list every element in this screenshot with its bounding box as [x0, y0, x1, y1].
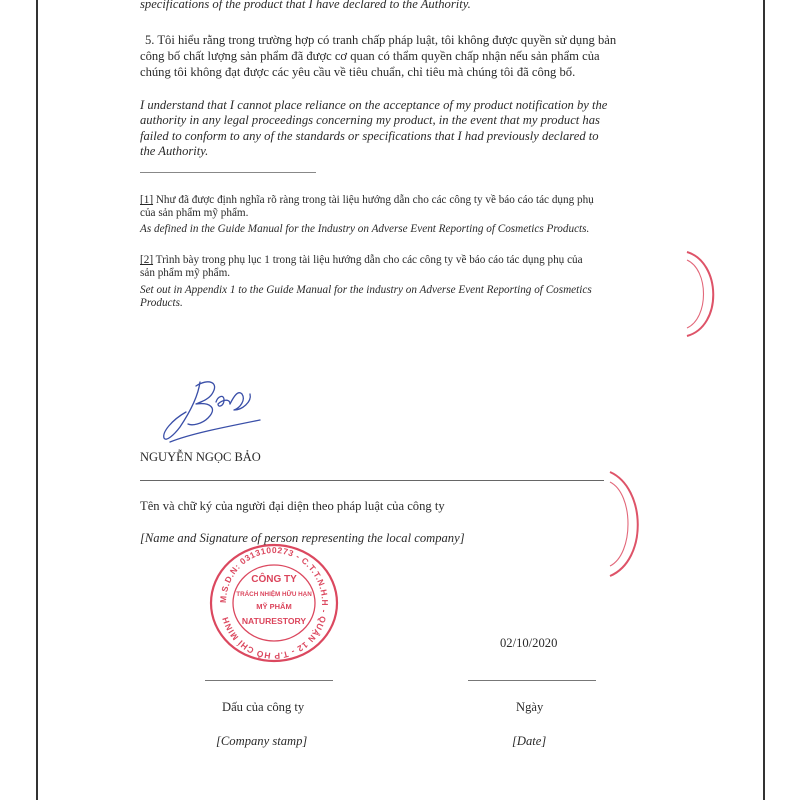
footnote-1-vi-line: [1] Như đã được định nghĩa rõ ràng trong tài liệu hướng dẫn cho các công ty về báo cáo tác dụng phụ — [140, 194, 594, 206]
edge-seal-stamp-upper — [683, 248, 723, 340]
clause-5-vi-line: công bố chất lượng sản phẩm đã được cơ quan có thẩm quyền chấp nhận nếu sản phẩm của — [140, 49, 600, 63]
signature-line — [140, 480, 604, 481]
clause-5-en-line: I understand that I cannot place reliance on the acceptance of my product notification by the — [140, 98, 608, 112]
stamp-line — [205, 680, 333, 681]
date-label-en: [Date] — [512, 734, 547, 748]
clause-5-vi-line: 5. Tôi hiểu rằng trong trường hợp có tranh chấp pháp luật, tôi không được quyền sử dụng bản — [145, 33, 617, 47]
edge-seal-stamp-lower — [600, 468, 650, 580]
footnote-2-ref: [2] — [140, 254, 154, 266]
signatory-label-en: [Name and Signature of person representing the local company] — [140, 531, 465, 545]
stamp-line-1: CÔNG TY — [251, 574, 297, 585]
stamp-line-3: MỸ PHẨM — [256, 602, 292, 611]
footnote-2-vi-line: sản phẩm mỹ phẩm. — [140, 267, 231, 279]
page-border-right — [763, 0, 765, 800]
signatory-name: NGUYỄN NGỌC BẢO — [140, 450, 261, 464]
clause-5-en-line: the Authority. — [140, 144, 209, 158]
company-stamp-label-en: [Company stamp] — [216, 734, 308, 748]
clause-5-en-line: authority in any legal proceedings concerning my product, in the event that my product has — [140, 113, 600, 127]
stamp-line-4: NATURESTORY — [241, 616, 307, 626]
company-stamp-label-vi: Dấu của công ty — [222, 700, 305, 714]
footnote-divider — [140, 172, 316, 173]
footnote-2-en-line: Products. — [140, 297, 183, 309]
footnote-1-en-line: As defined in the Guide Manual for the Industry on Adverse Event Reporting of Cosmetics Products. — [140, 223, 590, 235]
clause-5-en-line: failed to conform to any of the standards or specifications that I had previously declared to — [140, 129, 599, 143]
date-label-vi: Ngày — [516, 700, 544, 714]
footnote-2-en-line: Set out in Appendix 1 to the Guide Manual for the industry on Adverse Event Reporting of Cosmetics — [140, 284, 592, 296]
handwritten-signature — [160, 372, 270, 452]
page-border-left — [36, 0, 38, 800]
stamp-ring-text: M.S.D.N: 0313100273 - C.T.T.N.H.H - QUẬN 12 - T.P HỒ CHÍ MINH — [217, 544, 331, 662]
date-value: 02/10/2020 — [500, 636, 558, 650]
company-stamp — [205, 542, 343, 664]
stamp-line-2: TRÁCH NHIỆM HỮU HẠN — [236, 591, 312, 598]
footnote-1-vi-line: của sản phẩm mỹ phẩm. — [140, 207, 249, 219]
signatory-label-vi: Tên và chữ ký của người đại diện theo pháp luật của công ty — [140, 499, 445, 513]
date-line — [468, 680, 596, 681]
clause-en-tail: specifications of the product that I have declared to the Authority. — [140, 0, 471, 11]
clause-5-vi-line: chúng tôi không đạt được các yêu cầu về tiêu chuẩn, chỉ tiêu mà chúng tôi đã công bố. — [140, 65, 576, 79]
footnote-2-vi-line: [2] Trình bày trong phụ lục 1 trong tài liệu hướng dẫn cho các công ty về báo cáo tác dụng phụ của — [140, 254, 583, 266]
footnote-1-ref: [1] — [140, 194, 154, 206]
